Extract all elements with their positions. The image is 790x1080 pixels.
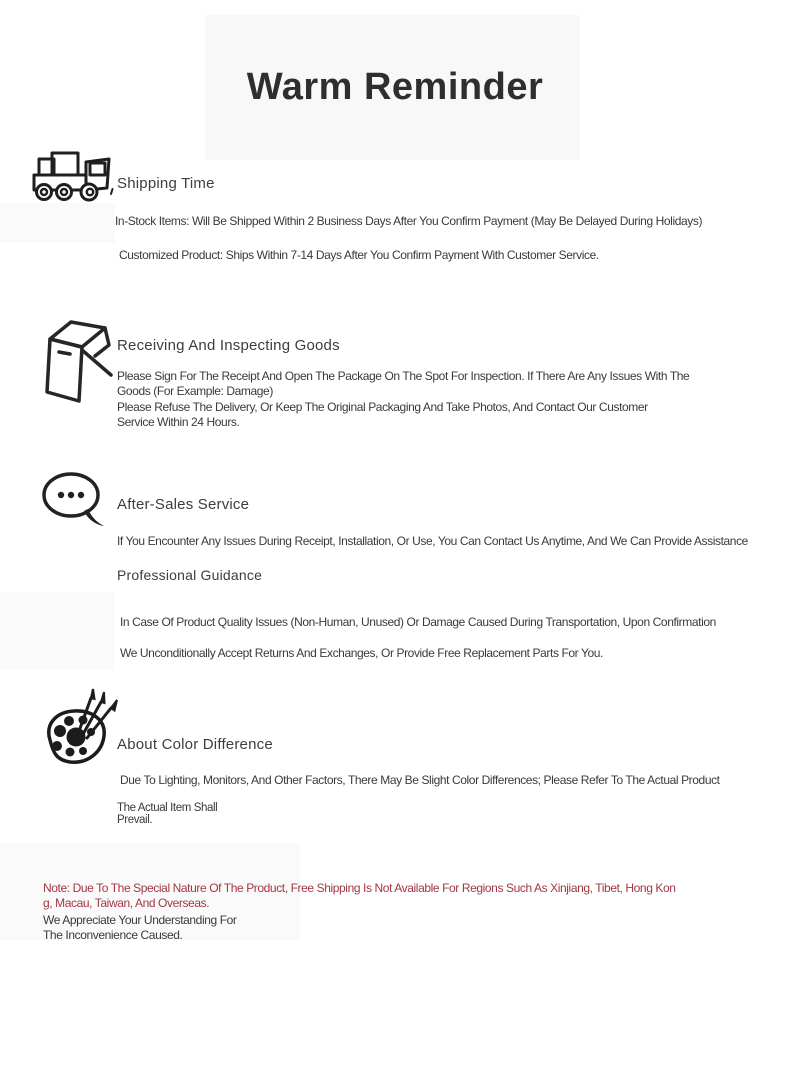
section-heading-color-difference: About Color Difference (117, 736, 273, 753)
subheading-professional-guidance: Professional Guidance (117, 567, 263, 583)
color-difference-line-3: Prevail. (117, 813, 153, 826)
guidance-line-1: In Case Of Product Quality Issues (Non-Human, Unused) Or Damage Caused During Transportation, Upon Confirmation (120, 615, 716, 629)
color-difference-line-1: Due To Lighting, Monitors, And Other Factors, There May Be Slight Color Differences; Please Refer To The Actual Product (120, 773, 720, 787)
shipping-line-instock: In-Stock Items: Will Be Shipped Within 2 Business Days After You Confirm Payment (May Be Delayed During Holidays) (115, 214, 703, 228)
receiving-line-3: Please Refuse The Delivery, Or Keep The Original Packaging And Take Photos, And Contact Our Customer (117, 400, 648, 414)
receiving-line-2: Goods (For Example: Damage) (117, 384, 273, 398)
note-dark-line-2: The Inconvenience Caused. (43, 928, 183, 942)
paint-palette-icon (40, 688, 122, 772)
shipping-line-customized: Customized Product: Ships Within 7-14 Days After You Confirm Payment With Customer Service. (119, 248, 599, 262)
receiving-line-1: Please Sign For The Receipt And Open The Package On The Spot For Inspection. If There Are Any Issues With The (117, 369, 690, 383)
open-box-icon (36, 312, 116, 406)
receiving-line-4: Service Within 24 Hours. (117, 415, 240, 429)
after-sales-line-1: If You Encounter Any Issues During Receipt, Installation, Or Use, You Can Contact Us Anytime, And We Can Provide Assistance (117, 534, 748, 548)
note-red-line-1: Note: Due To The Special Nature Of The Product, Free Shipping Is Not Available For Regions Such As Xinjiang, Tibet, Hong Kon (43, 881, 676, 895)
guidance-line-2: We Unconditionally Accept Returns And Exchanges, Or Provide Free Replacement Parts For You. (120, 646, 603, 660)
section-heading-receiving: Receiving And Inspecting Goods (117, 337, 340, 354)
note-dark-line-1: We Appreciate Your Understanding For (43, 913, 237, 927)
section-heading-shipping-time: Shipping Time (117, 175, 215, 192)
note-red-line-2: g, Macau, Taiwan, And Overseas. (43, 895, 210, 910)
page-title: Warm Reminder (246, 66, 544, 108)
delivery-truck-icon (30, 148, 114, 204)
background-block (0, 592, 115, 670)
chat-bubble-icon (40, 470, 112, 532)
section-heading-after-sales: After-Sales Service (117, 496, 250, 513)
color-difference-line-2: The Actual Item Shall (117, 802, 218, 814)
background-block (0, 203, 115, 243)
